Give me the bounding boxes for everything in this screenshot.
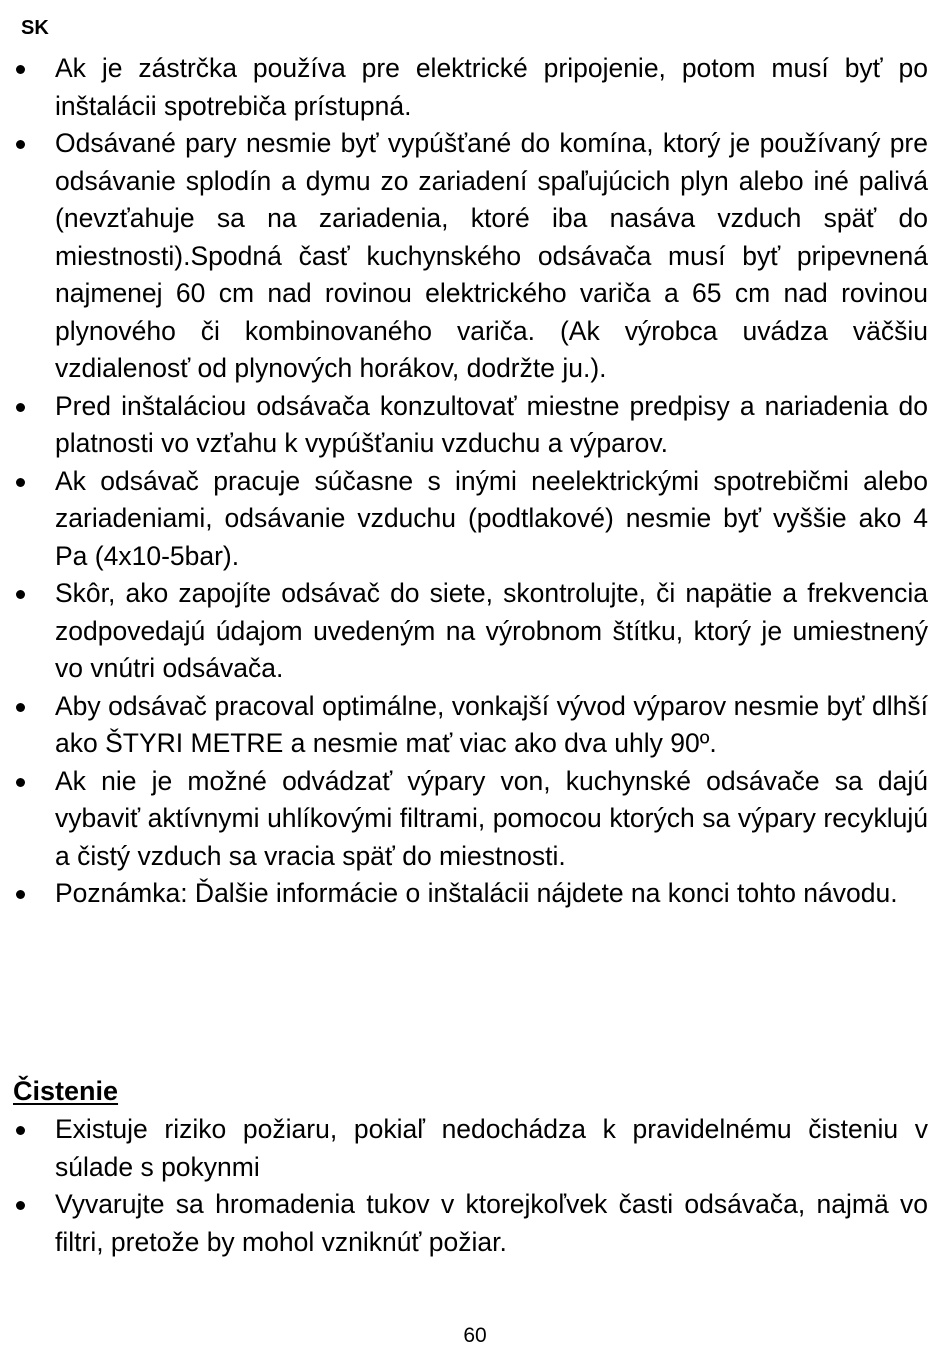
bullet-icon: [16, 590, 25, 599]
list-item: [0, 575, 928, 688]
list-item: [0, 1186, 928, 1261]
list-item-text: Skôr, ako zapojíte odsávač do siete, skontrolujte, či napätie a frekvencia zodpovedajú údajom uvedeným na výrobnom štítku, ktorý je umiestnený vo vnútri odsávača.: [55, 578, 928, 683]
language-code: SK: [21, 17, 49, 39]
list-item-text: Vyvarujte sa hromadenia tukov v ktorejkoľvek časti odsávača, najmä vo filtri, pretože by mohol vzniknúť požiar.: [55, 1189, 928, 1257]
list-item-text: Existuje riziko požiaru, pokiaľ nedochádza k pravidelnému čisteniu v súlade s pokynmi: [55, 1114, 928, 1182]
list-item-text: Poznámka: Ďalšie informácie o inštalácii nájdete na konci tohto návodu.: [55, 878, 898, 908]
bullet-icon: [16, 778, 25, 787]
list-item-text: Aby odsávač pracoval optimálne, vonkajší vývod výparov nesmie byť dlhší ako ŠTYRI METRE a nesmie mať viac ako dva uhly 90º.: [55, 690, 928, 758]
list-item: [0, 875, 928, 913]
bullet-icon: [16, 403, 25, 412]
list-item-text: Ak je zástrčka používa pre elektrické pripojenie, potom musí byť po inštalácii spotrebiča prístupná.: [55, 53, 928, 121]
cleaning-list: [0, 1111, 950, 1261]
list-item-text: Ak nie je možné odvádzať výpary von, kuchynské odsávače sa dajú vybaviť aktívnymi uhlíkovými filtrami, pomocou ktorých sa výpary recyklujú a čistý vzduch sa vracia späť do miestnosti.: [55, 765, 928, 871]
installation-notes-list: [0, 50, 950, 913]
page-number: 60: [463, 1324, 487, 1347]
bullet-icon: [16, 703, 25, 712]
list-item-text: Ak odsávač pracuje súčasne s inými neelektrickými spotrebičmi alebo zariadeniami, odsávanie vzduchu (podtlakové) nesmie byť vyššie ako 4 Pa (4x10-5bar).: [55, 465, 928, 571]
bullet-icon: [16, 140, 25, 149]
list-item: [0, 125, 928, 388]
list-item: [0, 388, 928, 463]
list-item: [0, 50, 928, 125]
list-item: [0, 688, 928, 763]
bullet-icon: [16, 65, 25, 74]
bullet-icon: [16, 1201, 25, 1210]
bullet-icon: [16, 890, 25, 899]
list-item-text: Odsávané pary nesmie byť vypúšťané do komína, ktorý je používaný pre odsávanie splodín a dymu zo zariadení spaľujúcich plyn alebo iné palivá (nevzťahuje sa na zariadenia, ktoré iba nasáva vzduch späť do miestnosti).Spodná časť kuchynského odsávača musí byť pripevnená najmenej 60 cm nad rovinou elektrického variča a 65 cm nad rovinou plynového či kombinovaného variča. (Ak výrobca uvádza väčšiu vzdialenosť od plynových horákov, dodržte ju.).: [55, 128, 928, 383]
list-item: [0, 763, 928, 876]
list-item: [0, 463, 928, 576]
list-item-text: Pred inštaláciou odsávača konzultovať miestne predpisy a nariadenia do platnosti vo vzťahu k vypúšťaniu vzduchu a výparov.: [55, 390, 928, 458]
bullet-icon: [16, 478, 25, 487]
list-item: [0, 1111, 928, 1186]
section-heading-cleaning: Čistenie: [13, 1076, 119, 1106]
bullet-icon: [16, 1126, 25, 1135]
